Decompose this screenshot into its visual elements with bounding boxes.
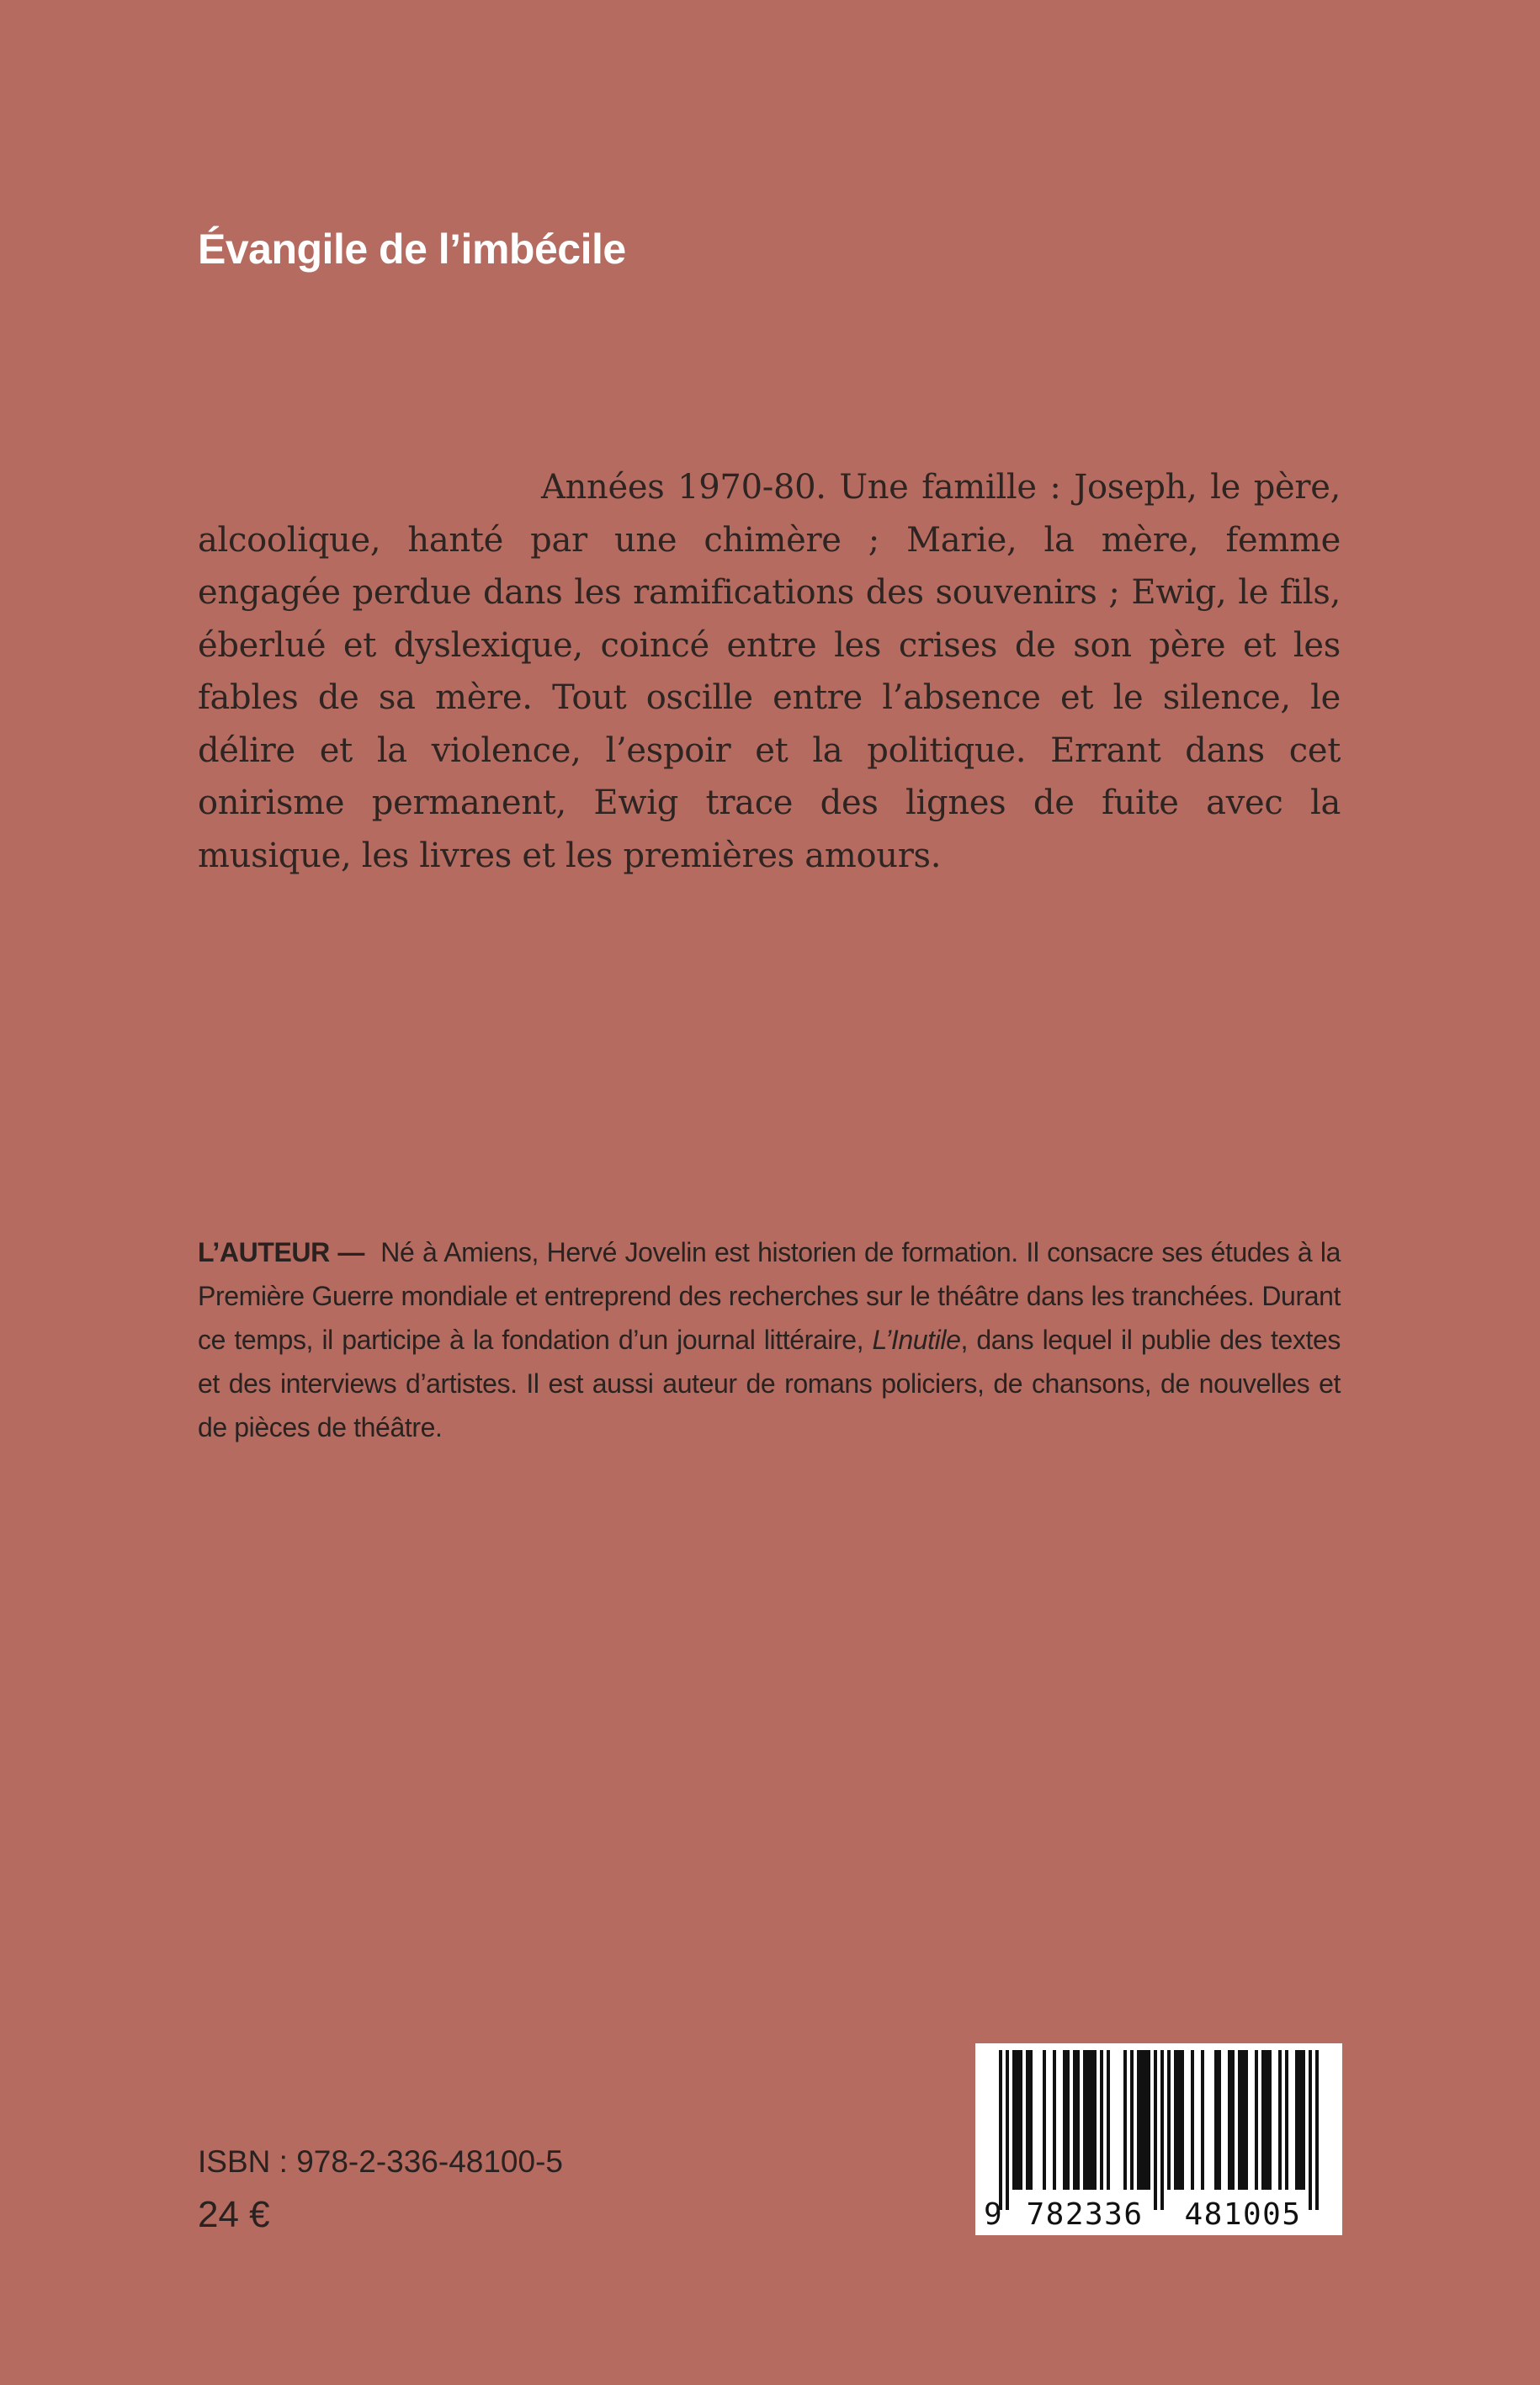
barcode-bar-25	[1278, 2050, 1282, 2190]
barcode-bar-9	[1100, 2050, 1103, 2190]
author-bio-text-before: Né à Amiens, Hervé Jovelin est historien de formation. Il consacre ses études à la Première Guerre mondiale et entreprend des recherches sur le théâtre dans les tranchées. Durant ce temps, il participe à la fondation d’un journal littéraire,	[198, 1237, 1341, 1355]
barcode-digit-first: 9	[984, 2197, 1002, 2232]
barcode-bar-19	[1201, 2050, 1204, 2190]
barcode-bar-16	[1167, 2050, 1171, 2190]
barcode-bar-11	[1123, 2050, 1127, 2190]
barcode-digits-right: 481005	[1184, 2197, 1302, 2232]
barcode-bar-5	[1053, 2050, 1056, 2190]
barcode-bar-10	[1107, 2050, 1110, 2190]
barcode-bar-8	[1083, 2050, 1097, 2190]
barcode-bar-15	[1160, 2050, 1164, 2210]
barcode-bar-7	[1073, 2050, 1080, 2190]
barcode-bar-22	[1238, 2050, 1248, 2190]
barcode-bar-2	[1012, 2050, 1022, 2190]
author-dash: —	[337, 1237, 365, 1267]
barcode-bar-20	[1214, 2050, 1221, 2190]
barcode-bar-24	[1261, 2050, 1272, 2190]
barcode-digits-left: 782336	[1026, 2197, 1144, 2232]
barcode-bar-14	[1154, 2050, 1157, 2210]
book-title: Évangile de l’imbécile	[198, 226, 626, 273]
barcode	[975, 2043, 1342, 2235]
barcode-bar-18	[1191, 2050, 1194, 2190]
journal-title: L’Inutile	[872, 1325, 961, 1355]
barcode-bar-6	[1063, 2050, 1070, 2190]
price: 24 €	[198, 2194, 270, 2235]
isbn: ISBN : 978-2-336-48100-5	[198, 2144, 563, 2179]
book-summary: Années 1970-80. Une famille : Joseph, le père, alcoolique, hanté par une chimère ; Marie, la mère, femme engagée perdue dans les ramifications des souvenirs ; Ewig, le fils, éberlué et dyslexique, coincé entre les crises de son père et les fables de sa mère. Tout oscille entre l’absence et le silence, le délire et la violence, l’espoir et la politique. Errant dans cet onirisme permanent, Ewig trace des lignes de fuite avec la musique, les livres et les premières amours.	[198, 468, 1341, 875]
barcode-bar-13	[1137, 2050, 1150, 2190]
barcode-digits	[975, 2198, 1342, 2232]
barcode-bar-28	[1309, 2050, 1312, 2210]
barcode-bar-1	[1006, 2050, 1009, 2210]
barcode-bar-12	[1130, 2050, 1134, 2190]
barcode-bar-27	[1295, 2050, 1305, 2190]
barcode-bar-26	[1285, 2050, 1288, 2190]
barcode-bar-21	[1228, 2050, 1235, 2190]
author-label: L’AUTEUR	[198, 1237, 330, 1267]
barcode-bar-23	[1255, 2050, 1258, 2190]
author-bio	[198, 1230, 1341, 1449]
barcode-bar-17	[1174, 2050, 1184, 2190]
barcode-bar-29	[1315, 2050, 1319, 2210]
author-bio-text-after: , dans lequel il publie des textes et des interviews d’artistes. Il est aussi auteur de romans policiers, de chansons, de nouvelles et de pièces de théâtre.	[198, 1325, 1341, 1442]
barcode-bar-4	[1043, 2050, 1046, 2190]
barcode-bar-3	[1026, 2050, 1033, 2190]
barcode-bar-0	[999, 2050, 1002, 2210]
